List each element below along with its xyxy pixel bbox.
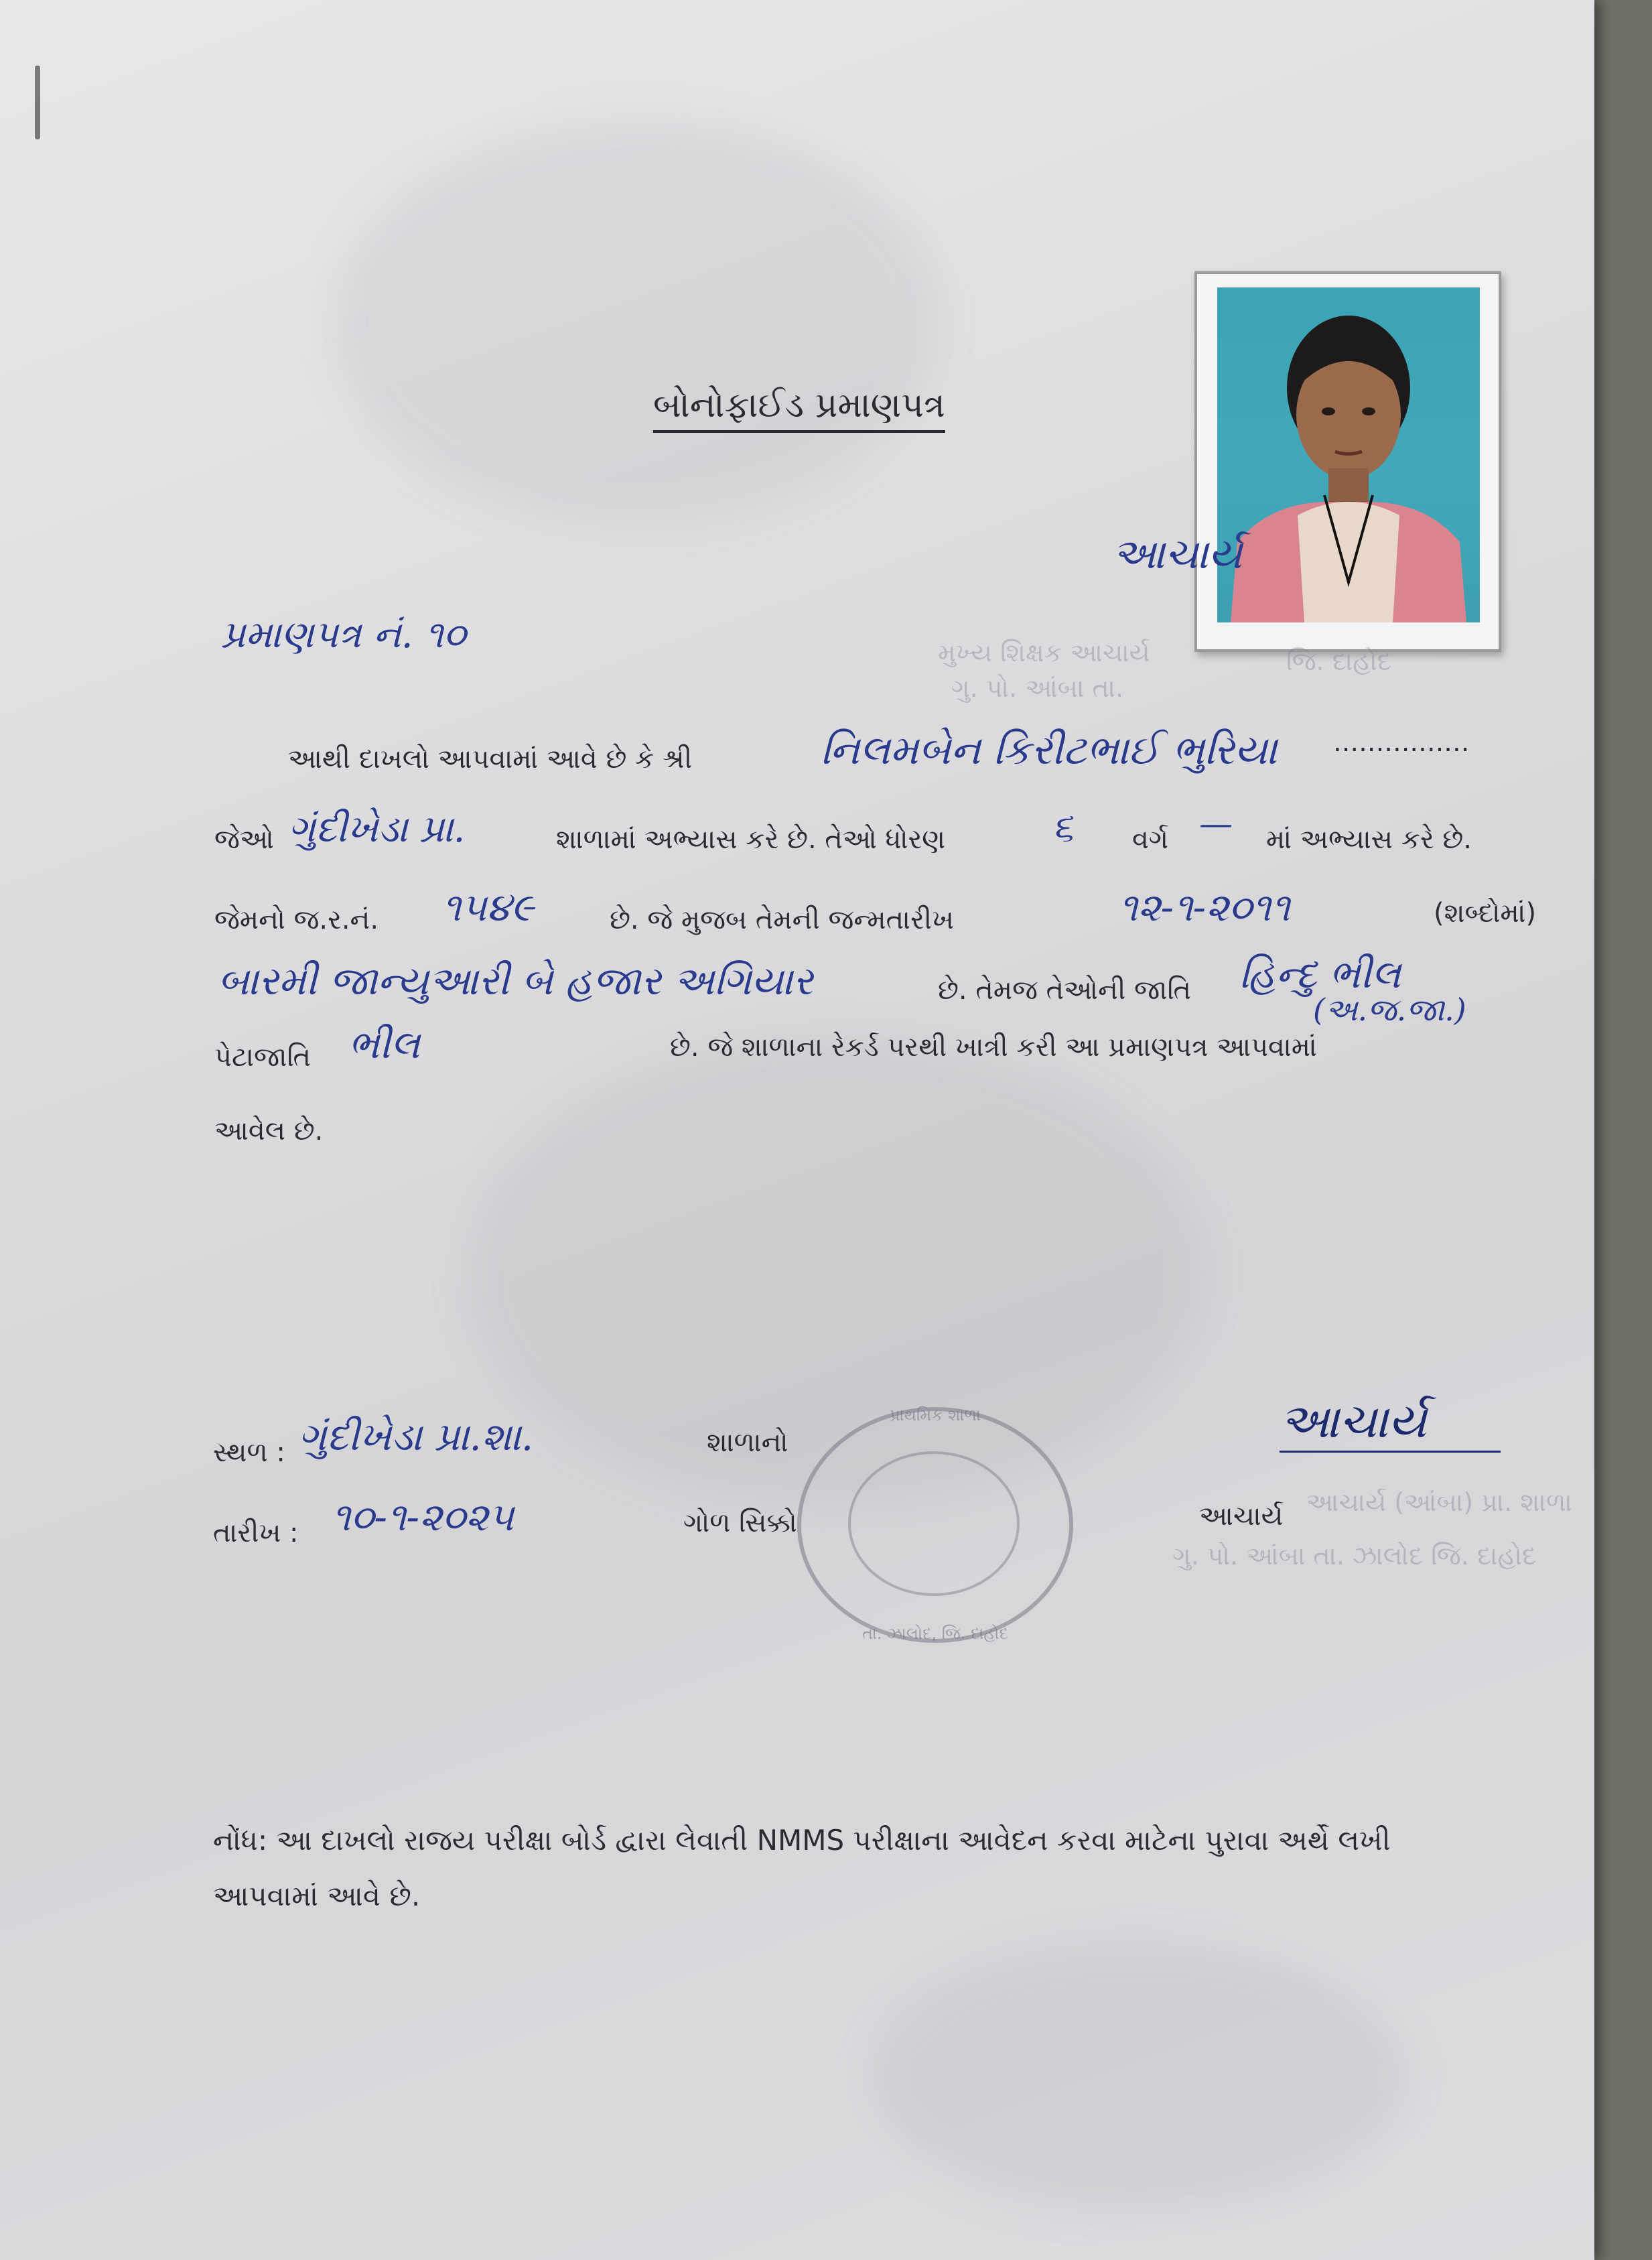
student-photo-frame: [1194, 271, 1501, 652]
line2-mid: શાળામાં અભ્યાસ કરે છે. તેઓ ધોરણ: [556, 824, 946, 855]
date-value: ૧૦-૧-૨૦૨૫: [332, 1494, 514, 1540]
seal-inner-ring: [848, 1451, 1020, 1596]
date-of-birth: ૧૨-૧-૨૦૧૧: [1119, 884, 1290, 930]
line2-label-jeo: જેઓ: [214, 824, 274, 855]
principal-stamp-line1: આચાર્ય (આંબા) પ્રા. શાળા: [1306, 1487, 1572, 1517]
caste-note: (અ.જ.જા.): [1313, 992, 1466, 1028]
photo-stamp-line1: મુખ્ય શિક્ષક આચાર્ય: [938, 638, 1150, 667]
note-line1: નોંધ: આ દાખલો રાજય પરીક્ષા બોર્ડ દ્વારા લેવાતી NMMS પરીક્ષાના આવેદન કરવા માટેના પુરાવા અર્થે લખી: [213, 1824, 1391, 1857]
line3-label: જેમનો જ.ર.નં.: [214, 905, 379, 935]
caste-value: હિન્દુ ભીલ: [1239, 951, 1401, 997]
line5-end: છે. જે શાળાના રેકર્ડ પરથી ખાત્રી કરી આ પ્રમાણપત્ર આપવામાં: [670, 1032, 1317, 1063]
date-label: તારીખ :: [213, 1518, 299, 1548]
line4-mid: છે. તેમજ તેઓની જાતિ: [938, 975, 1192, 1006]
note-line2: આપવામાં આવે છે.: [213, 1879, 421, 1912]
subcaste-value: ભીલ: [348, 1022, 420, 1067]
line5-label: પેટાજાતિ: [214, 1042, 312, 1073]
registration-number: ૧૫૪૯: [442, 884, 534, 930]
line6: આવેલ છે.: [214, 1116, 324, 1146]
photo-stamp-line2: ગુ. પો. આંબા તા.: [951, 673, 1124, 703]
school-label: શાળાનો: [707, 1427, 788, 1458]
photo-signature: આચાર્ય: [1112, 529, 1243, 578]
dob-in-words: બારમી જાન્યુઆરી બે હજાર અગિયાર: [218, 958, 813, 1004]
principal-signature: આચાર્ય: [1280, 1394, 1427, 1449]
seal-label: ગોળ સિક્કો: [683, 1508, 797, 1538]
line3-mid: છે. જે મુજબ તેમની જન્મતારીખ: [610, 905, 954, 935]
round-seal-stamp: [797, 1407, 1073, 1643]
certificate-title: બોનોફાઈડ પ્રમાણપત્ર: [653, 385, 945, 433]
student-portrait-image: [1217, 287, 1480, 622]
signature-underline: [1280, 1451, 1501, 1453]
place-label: સ્થળ :: [213, 1437, 285, 1468]
paper-smudge: [335, 121, 938, 523]
certificate-number: [221, 613, 466, 657]
paper-smudge: [469, 1039, 1206, 1508]
staple-mark: [35, 66, 40, 139]
principal-stamp-line2: ગુ. પો. આંબા તા. ઝાલોદ જિ. દાહોદ: [1172, 1541, 1537, 1571]
line2-end: માં અભ્યાસ કરે છે.: [1266, 824, 1472, 855]
seal-ring-top: પ્રાથમિક શાળા: [890, 1406, 981, 1424]
seal-ring-bottom: તા. ઝાલોદ, જિ. દાહોદ: [862, 1624, 1008, 1643]
standard-value: ૬: [1052, 804, 1074, 850]
body-line-1: [288, 744, 692, 775]
varg-label: વર્ગ: [1132, 824, 1169, 855]
line3-end: (શબ્દોમાં): [1434, 898, 1537, 929]
certificate-number-value: ૧૦: [425, 613, 466, 657]
photo-stamp-line3: જિ. દાહોદ: [1286, 647, 1392, 676]
paper-smudge: [871, 1943, 1407, 2211]
line1-dots: ................: [1333, 727, 1470, 758]
school-name: ગુંદીખેડા પ્રા.: [288, 807, 466, 851]
student-photo: [1217, 287, 1480, 622]
varg-value: —: [1199, 804, 1233, 843]
place-value: ગુંદીખેડા પ્રા.શા.: [298, 1414, 534, 1459]
principal-title: આચાર્ય: [1199, 1501, 1284, 1532]
student-name: નિલમબેન કિરીટભાઈ ભુરિયા: [821, 727, 1278, 774]
certificate-number-label: પ્રમાણપત્ર નં.: [221, 613, 413, 657]
line1-prefix: આથી દાખલો આપવામાં આવે છે કે શ્રી: [288, 744, 693, 775]
